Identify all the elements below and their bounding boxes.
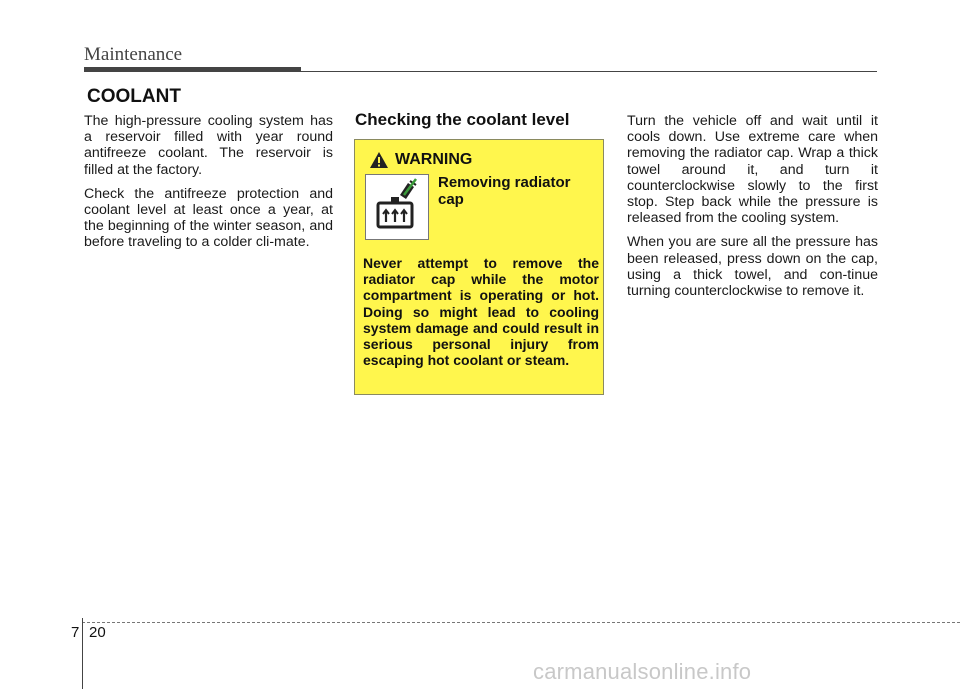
paragraph: The high-pressure cooling system has a reservoir filled with year round antifreeze coolant. The reservoir is filled at the factory.	[84, 113, 333, 178]
column-left	[84, 113, 333, 259]
page-number: 20	[89, 624, 106, 641]
radiator-cap-hot-icon	[365, 174, 429, 240]
footer-divider	[82, 618, 83, 689]
header-rule	[84, 71, 877, 72]
chapter-number: 7	[71, 624, 80, 641]
watermark: carmanualsonline.info	[533, 659, 752, 684]
section-title: COOLANT	[87, 86, 181, 107]
warning-triangle-icon	[369, 151, 389, 169]
warning-label: WARNING	[395, 151, 473, 168]
warning-subtitle: Removing radiator cap	[438, 174, 571, 208]
warning-header	[369, 151, 472, 169]
footer-rule	[82, 622, 960, 623]
paragraph: Check the antifreeze protection and coolant level at least once a year, at the beginning of the winter season, and before traveling to a colder cli-mate.	[84, 185, 333, 251]
subheading: Checking the coolant level	[355, 110, 570, 129]
paragraph: Turn the vehicle off and wait until it cools down. Use extreme care when removing the radiator cap. Wrap a thick towel around it, and turn it counterclockwise slowly to the first stop. Step back while the pressure is released from the cooling system.	[627, 113, 878, 227]
warning-box	[354, 139, 604, 395]
column-right	[627, 113, 878, 307]
header-title: Maintenance	[84, 44, 183, 65]
paragraph: When you are sure all the pressure has been released, press down on the cap, using a thick towel, and con-tinue turning counterclockwise to remove it.	[627, 234, 878, 300]
warning-body: Never attempt to remove the radiator cap while the motor compartment is operating or hot. Doing so might lead to cooling system damage and could result in serious personal injury from escaping hot coolant or steam.	[363, 255, 599, 369]
